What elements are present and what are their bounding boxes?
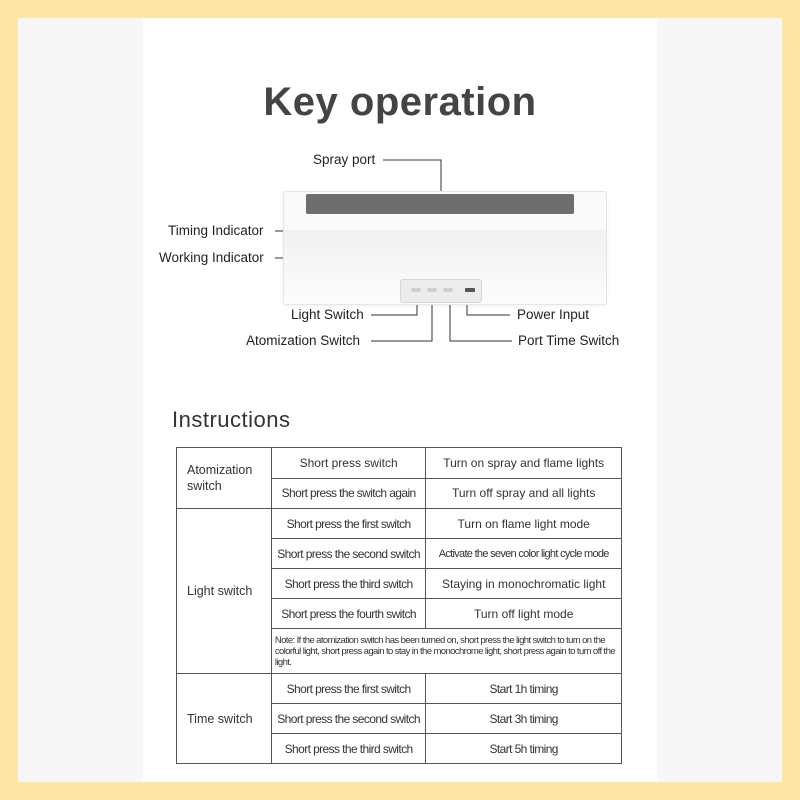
effect-cell: Turn on spray and flame lights xyxy=(426,448,622,479)
action-cell: Short press the first switch xyxy=(271,674,426,704)
spray-port-opening xyxy=(306,194,574,214)
action-cell: Short press the third switch xyxy=(271,569,426,599)
power-input-port xyxy=(465,288,475,292)
effect-cell: Turn on flame light mode xyxy=(426,509,622,539)
effect-cell: Turn off spray and all lights xyxy=(426,478,622,509)
effect-cell: Start 5h timing xyxy=(426,734,622,764)
effect-cell: Turn off light mode xyxy=(426,599,622,629)
label-timing-indicator: Timing Indicator xyxy=(168,223,264,238)
effect-cell: Start 1h timing xyxy=(426,674,622,704)
effect-cell: Start 3h timing xyxy=(426,704,622,734)
action-cell: Short press the second switch xyxy=(271,704,426,734)
action-cell: Short press switch xyxy=(271,448,426,479)
light-switch-button[interactable] xyxy=(411,288,421,292)
effect-cell: Activate the seven color light cycle mode xyxy=(426,539,622,569)
atomization-switch-button[interactable] xyxy=(427,288,437,292)
action-cell: Short press the second switch xyxy=(271,539,426,569)
time-switch-button[interactable] xyxy=(443,288,453,292)
label-atomization-switch: Atomization Switch xyxy=(246,333,361,348)
table-row xyxy=(177,509,622,539)
action-cell: Short press the fourth switch xyxy=(271,599,426,629)
table-row xyxy=(177,448,622,479)
effect-cell: Staying in monochromatic light xyxy=(426,569,622,599)
label-power-input: Power Input xyxy=(517,307,590,322)
page-title: Key operation xyxy=(263,80,537,124)
table-row xyxy=(177,674,622,704)
label-light-switch: Light Switch xyxy=(291,307,364,322)
instructions-table xyxy=(176,447,622,764)
label-working-indicator: Working Indicator xyxy=(159,250,264,265)
category-time: Time switch xyxy=(177,674,272,764)
action-cell: Short press the switch again xyxy=(271,478,426,509)
control-panel xyxy=(400,279,482,303)
category-atomization: Atomization switch xyxy=(177,448,272,509)
category-light: Light switch xyxy=(177,509,272,674)
label-spray-port: Spray port xyxy=(313,152,376,167)
instructions-heading: Instructions xyxy=(172,407,291,432)
action-cell: Short press the first switch xyxy=(271,509,426,539)
light-switch-note: Note: If the atomization switch has been turned on, short press the light switch to turn on the colorful light, short press again to stay in the monochrome light, short press again to turn off the light. xyxy=(271,629,621,674)
label-port-time-switch: Port Time Switch xyxy=(518,333,620,348)
action-cell: Short press the third switch xyxy=(271,734,426,764)
